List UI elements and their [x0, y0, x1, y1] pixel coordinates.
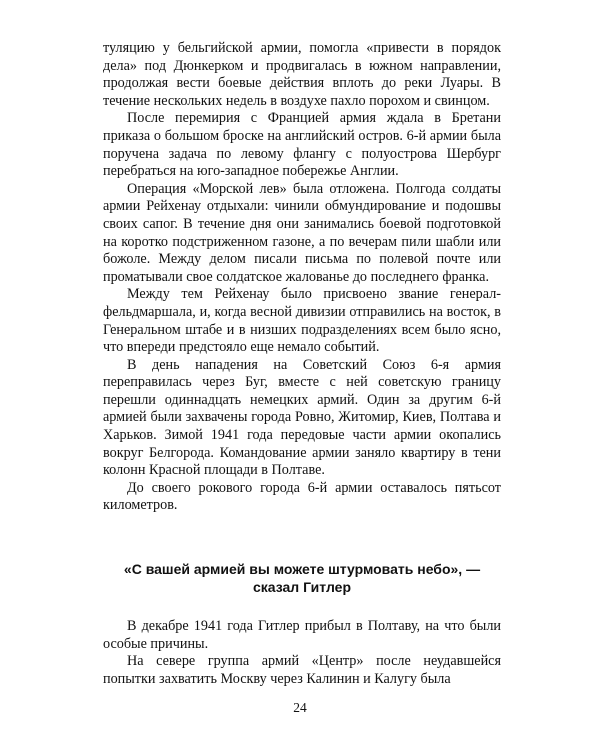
- page-number: 24: [293, 700, 307, 715]
- paragraph-2: После перемирия с Францией армия ждала в Бретани приказа о большом броске на английский остров. 6-й армии была поручена задача по левому флангу с полуострова Шербург перебраться на юго-западное побережье Англии.: [103, 110, 501, 180]
- book-page: [103, 40, 501, 688]
- paragraph-8: На севере группа армий «Центр» после неудавшейся попытки захватить Москву через Калинин и Калугу была: [103, 653, 501, 687]
- paragraph-1: туляцию у бельгийской армии, помогла «привести в порядок дела» под Дюнкерком и продвигалась в южном направлении, продолжая вести боевые действия вплоть до реки Луары. В течение нескольких недель в воздухе пахло порохом и свинцом.: [103, 40, 501, 109]
- paragraph-3: Операция «Морской лев» была отложена. Полгода солдаты армии Рейхенау отдыхали: чинили обмундирование и подошвы своих сапог. В течение дня они занимались боевой подготовкой на коротко подстриженном газоне, а по вечерам пили шабли или божоле. Между делом писали письма по полевой почте или проматывали свое солдатское жалованье до последнего франка.: [103, 180, 501, 285]
- paragraph-6: До своего рокового города 6-й армии оставалось пятьсот километров.: [103, 479, 501, 514]
- section-heading: [103, 561, 501, 596]
- paragraph-5: В день нападения на Советский Союз 6-я армия переправилась через Буг, вместе с ней советскую границу перешли одиннадцать немецких армий. Один за другим 6-й армией были захвачены города Ровно, Житомир, Киев, Полтава и Харьков. Зимой 1941 года передовые части армии окопались вокруг Белгорода. Командование армии заняло квартиру в тени колонн Красной площади в Полтаве.: [103, 356, 501, 479]
- section-heading-line-1: «С вашей армией вы можете штурмовать небо», —: [123, 561, 481, 578]
- section-heading-line-2: сказал Гитлер: [252, 578, 351, 595]
- paragraph-4: Между тем Рейхенау было присвоено звание генерал-фельдмаршала, и, когда весной дивизии отправились на восток, в Генеральном штабе и в низших подразделениях всем было ясно, что впереди предстояло еще немало событий.: [103, 286, 501, 356]
- paragraph-7: В декабре 1941 года Гитлер прибыл в Полтаву, на что были особые причины.: [103, 618, 501, 652]
